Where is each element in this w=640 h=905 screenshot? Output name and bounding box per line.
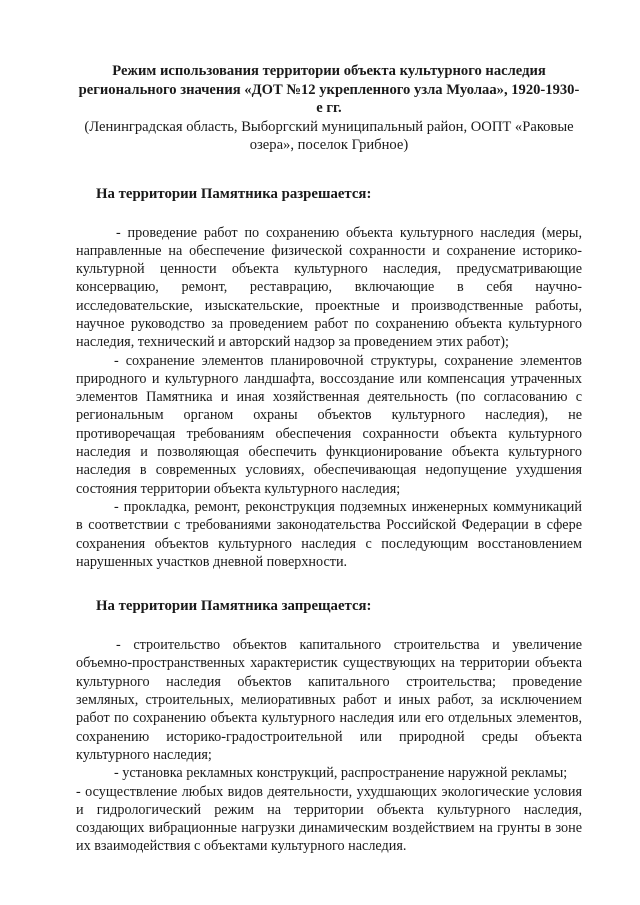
allowed-item: - прокладка, ремонт, реконструкция подземных инженерных коммуникаций в соответствии с требованиями законодательства Российской Федерации в сфере сохранения объектов культурного наследия с последующим восстановлением нарушенных участков дневной поверхности. (76, 498, 582, 570)
document-subtitle: (Ленинградская область, Выборгский муниципальный район, ООПТ «Раковые озера», поселок Грибное) (84, 118, 574, 153)
allowed-item: - проведение работ по сохранению объекта культурного наследия (меры, направленные на обеспечение физической сохранности и сохранение историко-культурной ценности объекта культурного наследия, предусматривающие консервацию, ремонт, реставрацию, включающие в себя научно-исследовательские, изыскательские, проектные и производственные работы, научное руководство за проведением работ по сохранению объекта культурного наследия, технический и авторский надзор за проведением этих работ); (76, 224, 582, 351)
allowed-item: - сохранение элементов планировочной структуры, сохранение элементов природного и культурного ландшафта, воссоздание или компенсация утраченных элементов Памятника и иная хозяйственная деятельность (по согласованию с региональным органом охраны объектов культурного наследия), не противоречащая требованиям обеспечения сохранности объекта культурного наследия и позволяющая обеспечить функционирование объекта культурного наследия в современных условиях, обеспечивающая недопущение ухудшения состояния территории объекта культурного наследия; (76, 352, 582, 497)
forbidden-item: - установка рекламных конструкций, распространение наружной рекламы; (114, 765, 568, 782)
document-title-block (76, 62, 582, 155)
forbidden-heading: На территории Памятника запрещается: (96, 598, 372, 615)
allowed-heading: На территории Памятника разрешается: (96, 185, 372, 202)
forbidden-section (76, 597, 582, 856)
document-title-line-1: Режим использования территории объекта культурного наследия (112, 63, 546, 79)
forbidden-item: - строительство объектов капитального строительства и увеличение объемно-пространственных характеристик существующих на территории объекта культурного наследия объектов капитального строительства; проведение земляных, строительных, мелиоративных работ и иных работ, за исключением работ по сохранению объекта культурного наследия или его отдельных элементов, сохранению историко-градостроительной или природной среды объекта культурного наследия; (76, 637, 582, 763)
allowed-section (76, 185, 582, 572)
document-title-line-2: регионального значения «ДОТ №12 укрепленного узла Муолаа», 1920-1930-е гг. (78, 81, 580, 116)
forbidden-item: - осуществление любых видов деятельности, ухудшающих экологические условия и гидрологический режим на территории объекта культурного наследия, создающих вибрационные нагрузки динамическим воздействием на грунты в зоне их взаимодействия с объектами культурного наследия. (76, 783, 582, 855)
